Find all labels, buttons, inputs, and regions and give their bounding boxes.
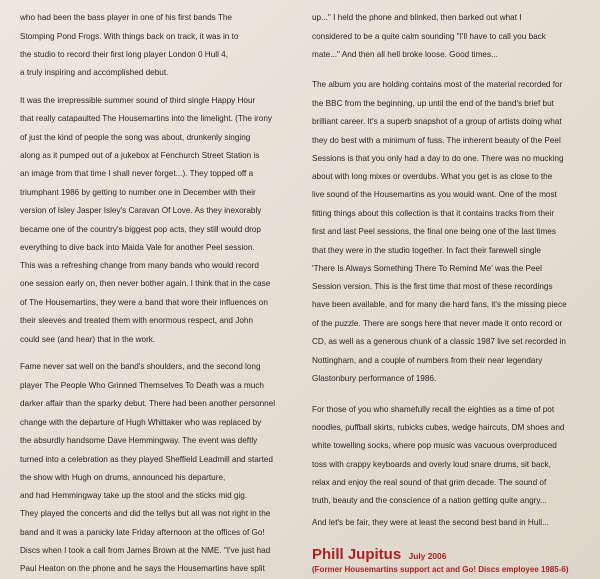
text-line: This was a refreshing change from many bands who would record bbox=[20, 261, 259, 270]
text-line: Session version. This is the first time that most of these recordings bbox=[312, 282, 553, 291]
text-line: And let's be fair, they were at least the second best band in Hull... bbox=[312, 518, 549, 527]
text-line: up..." I held the phone and blinked, then barked out what I bbox=[312, 13, 522, 22]
text-line: relax and enjoy the real sound of that grim decade. The sound of bbox=[312, 478, 547, 487]
text-line: Discs when I took a call from James Brown at the NME. "I've just had bbox=[20, 546, 271, 555]
text-line: truth, beauty and the conscience of a nation getting quite angry... bbox=[312, 496, 547, 505]
text-line: The album you are holding contains most of the material recorded for bbox=[312, 80, 563, 89]
text-line: CD, as well as a generous chunk of a classic 1987 live set recorded in bbox=[312, 337, 566, 346]
text-line: the BBC from the beginning, up until the end of the band's brief but bbox=[312, 99, 554, 108]
text-line: brilliant career. It's a superb snapshot of a group of artists doing what bbox=[312, 117, 562, 126]
signature-date: July 2006 bbox=[408, 551, 447, 561]
text-line: live sound of the Housemartins as you would want. One of the most bbox=[312, 190, 557, 199]
text-line: white towelling socks, where pop music was vacuous overproduced bbox=[312, 441, 557, 450]
text-line: Stomping Pond Frogs. With things back on track, it was in to bbox=[20, 32, 239, 41]
text-line: They played the concerts and did the tellys but all was not right in the bbox=[20, 509, 271, 518]
signature-note: (Former Housemartins support act and Go! Discs employee 1985-6) bbox=[312, 565, 569, 574]
text-line: of the puzzle. There are songs here that never made it onto record or bbox=[312, 319, 563, 328]
text-line: It was the irrepressible summer sound of third single Happy Hour bbox=[20, 96, 256, 105]
text-line: that they were in the studio together. In fact their farewell single bbox=[312, 246, 541, 255]
text-line: they do best with a minimum of fuss. The inherent beauty of the Peel bbox=[312, 136, 561, 145]
text-line: band and it was a panicky late Friday afternoon at the offices of Go! bbox=[20, 528, 265, 537]
text-line: the absurdly handsome Dave Hemmingway. The event was deftly bbox=[20, 436, 258, 445]
text-line: triumphant 1986 by getting to number one in December with their bbox=[20, 188, 256, 197]
text-line: darker affair than the sparky debut. There had been another personnel bbox=[20, 399, 276, 408]
text-line: and had Hemmingway take up the stool and the sticks mid gig. bbox=[20, 491, 248, 500]
text-line: Glastonbury performance of 1986. bbox=[312, 374, 437, 383]
text-line: player The People Who Grinned Themselves To Death was a much bbox=[20, 381, 264, 390]
text-line: Paul Heaton on the phone and he says the Housemartins have split bbox=[20, 564, 265, 573]
text-line: that really catapaulted The Housemartins into the limelight. (The irony bbox=[20, 114, 272, 123]
text-line: became one of the country's biggest pop acts, they still would drop bbox=[20, 225, 261, 234]
signature bbox=[312, 546, 446, 564]
text-line: change with the departure of Hugh Whittaker who was replaced by bbox=[20, 418, 262, 427]
text-line: first and last Peel sessions, the final one being one of the last times bbox=[312, 227, 556, 236]
text-line: the show with Hugh on drums, announced his departure, bbox=[20, 473, 226, 482]
text-line: fitting things about this collection is that it contains tracks from their bbox=[312, 209, 555, 218]
text-line: version of Isley Jasper Isley's Caravan Of Love. As they inexorably bbox=[20, 206, 262, 215]
text-line: could see (and hear) that in the work. bbox=[20, 335, 156, 344]
text-line: toss with crappy keyboards and overly loud snare drums, sit back, bbox=[312, 460, 551, 469]
text-line: one session early on, then never bother again. I think that in the case bbox=[20, 279, 271, 288]
text-line: an image from that time I shall never forget...). They topped off a bbox=[20, 169, 254, 178]
text-line: the studio to record their first long player London 0 Hull 4, bbox=[20, 50, 228, 59]
text-line: Nottingham, and a couple of numbers from their near legendary bbox=[312, 356, 543, 365]
text-line: along as it pumped out of a jukebox at Fenchurch Street Station is bbox=[20, 151, 260, 160]
signature-name: Phill Jupitus bbox=[312, 546, 402, 563]
text-line: a truly inspiring and accomplished debut. bbox=[20, 68, 169, 77]
text-line: Sessions is that you only had a day to do one. There was no mucking bbox=[312, 154, 564, 163]
text-line: have been available, and for many die hard fans, it's the missing piece bbox=[312, 300, 567, 309]
text-line: considered to be a quite calm sounding "I'll have to call you back bbox=[312, 32, 546, 41]
text-line: 'There Is Always Something There To Remind Me' was the Peel bbox=[312, 264, 542, 273]
text-line: everything to dive back into Maida Vale for another Peel session. bbox=[20, 243, 255, 252]
text-line: mate..." And then all hell broke loose. Good times... bbox=[312, 50, 498, 59]
text-line: noodles, puffball skirts, rubicks cubes, wedge haircuts, DM shoes and bbox=[312, 423, 565, 432]
text-line: Fame never sat well on the band's shoulders, and the second long bbox=[20, 362, 261, 371]
text-line: turned into a celebration as they played Sheffield Leadmill and started bbox=[20, 455, 273, 464]
text-line: of The Housemartins, they were a band that wore their influences on bbox=[20, 298, 268, 307]
text-line: For those of you who shamefully recall the eighties as a time of pot bbox=[312, 405, 555, 414]
text-line: about with long mixes or overdubs. What you get is as close to the bbox=[312, 172, 553, 181]
text-line: their sleeves and treated them with enormous respect, and John bbox=[20, 316, 254, 325]
text-line: of just the kind of people the song was about, drunkenly singing bbox=[20, 133, 251, 142]
text-line: who had been the bass player in one of his first bands The bbox=[20, 13, 232, 22]
